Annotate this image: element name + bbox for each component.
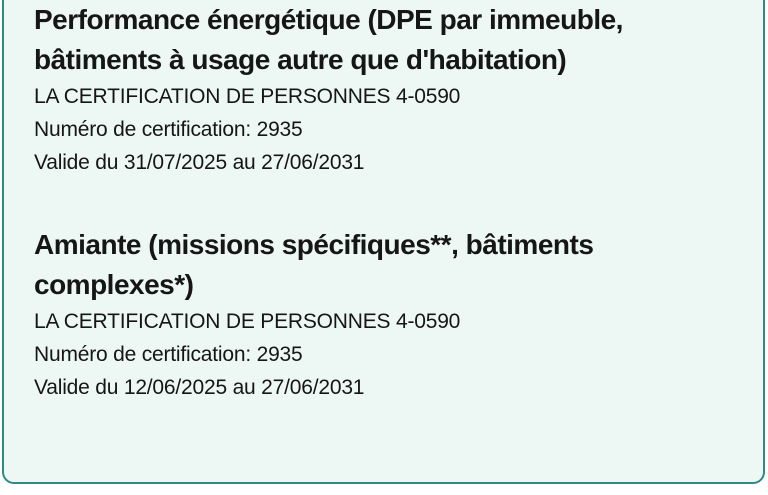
certification-number: Numéro de certification: 2935 <box>34 343 303 366</box>
certifier-name: LA CERTIFICATION DE PERSONNES 4-0590 <box>34 85 461 108</box>
certification-title-line-1: Amiante (missions spécifiques**, bâtiments <box>34 229 594 260</box>
certification-validity: Valide du 31/07/2025 au 27/06/2031 <box>34 151 365 174</box>
certification-number: Numéro de certification: 2935 <box>34 118 303 141</box>
certification-validity: Valide du 12/06/2025 au 27/06/2031 <box>34 376 365 399</box>
certifier-name: LA CERTIFICATION DE PERSONNES 4-0590 <box>34 310 461 333</box>
certification-item-dpe <box>34 0 733 179</box>
certification-title <box>34 0 733 80</box>
certification-title-line-2: complexes*) <box>34 269 194 300</box>
certification-item-amiante <box>34 225 733 404</box>
certification-title-line-1: Performance énergétique (DPE par immeuble, <box>34 4 623 35</box>
certifications-card <box>2 0 765 484</box>
certification-title <box>34 225 733 305</box>
certification-title-line-2: bâtiments à usage autre que d'habitation) <box>34 44 567 75</box>
